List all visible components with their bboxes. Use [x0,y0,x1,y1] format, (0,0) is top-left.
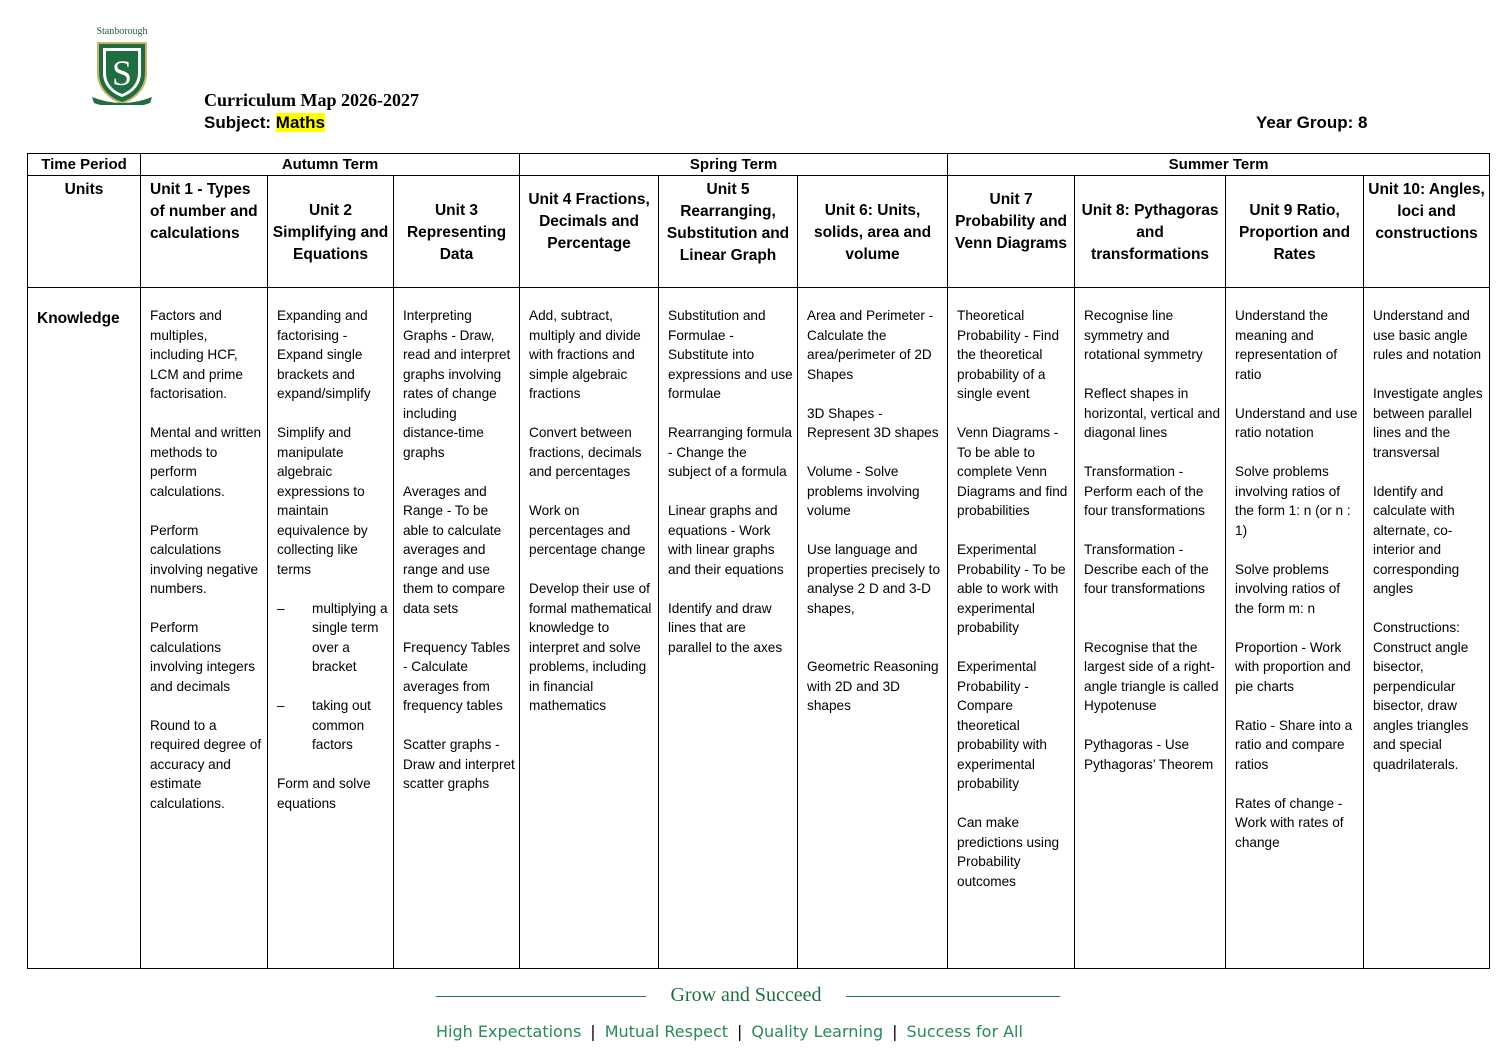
knowledge-unit-7 [948,288,1075,969]
knowledge-item: Substitution and Formulae - Substitute into expressions and use formulae [668,308,793,401]
knowledge-item: Rearranging formula - Change the subject of a formula [668,425,792,479]
crest-shield-icon [90,39,154,105]
knowledge-item: Recognise line symmetry and rotational symmetry [1084,308,1203,362]
knowledge-bullet-text: taking out common factors [312,698,371,752]
units-label: Units [28,176,141,288]
logo-name: Stanborough [96,26,148,37]
knowledge-item: Frequency Tables - Calculate averages from frequency tables [403,639,511,713]
knowledge-unit-1 [141,288,268,969]
unit-title: Unit 6: Units, solids, area and volume [813,202,932,263]
knowledge-item: Recognise that the largest side of a right-angle triangle is called Hypotenuse [1084,639,1219,713]
knowledge-unit-3 [394,288,520,969]
knowledge-unit-9 [1226,288,1364,969]
term-spring: Spring Term [520,154,948,176]
knowledge-item: Solve problems involving ratios of the form m: n [1235,561,1341,616]
knowledge-item: Pythagoras - Use Pythagoras’ Theorem [1084,737,1214,772]
knowledge-item: Ratio - Share into a ratio and compare ratios [1235,717,1353,772]
knowledge-item: Add, subtract, multiply and divide with fractions and simple algebraic fractions [529,308,641,401]
unit-title: Unit 7 Probability and Venn Diagrams [955,191,1068,252]
knowledge-item: Understand and use ratio notation [1235,405,1358,440]
unit-title: Unit 2 Simplifying and Equations [272,202,389,263]
school-logo [86,26,158,106]
knowledge-item: Perform calculations involving negative numbers. [150,522,259,596]
knowledge-item: Experimental Probability - To be able to work with experimental probability [957,542,1066,635]
knowledge-item: Rates of change - Work with rates of change [1235,795,1344,850]
knowledge-item: Solve problems involving ratios of the form 1: n (or n : 1) [1235,464,1351,538]
unit-title: Unit 5 Rearranging, Substitution and Linear Graph [666,181,790,264]
knowledge-item: Develop their use of formal mathematical knowledge to interpret and solve problems, including in financial mathematics [529,581,652,713]
subject-value: Maths [275,113,325,132]
knowledge-item: Linear graphs and equations - Work with linear graphs and their equations [668,503,784,577]
footer-motto: Grow and Succeed [670,984,822,1006]
knowledge-bullet-text: multiplying a single term over a bracket [312,600,388,674]
subject-line [204,113,325,133]
time-period-header: Time Period [28,154,141,176]
value-separator: | [737,1022,743,1041]
knowledge-item: 3D Shapes - Represent 3D shapes [807,405,939,440]
footer-values [436,1022,1060,1041]
knowledge-item: Work on percentages and percentage change [529,503,646,557]
knowledge-bullet: – taking out common factors [277,696,389,755]
knowledge-item: Transformation - Perform each of the four transformations [1084,464,1205,518]
curriculum-table [27,153,1490,969]
value-item: Mutual Respect [604,1022,729,1041]
knowledge-item: Constructions: Construct angle bisector, perpendicular bisector, draw angles triangles and special quadrilaterals. [1373,620,1469,772]
knowledge-item: Round to a required degree of accuracy and estimate calculations. [150,717,262,811]
value-item: Quality Learning [751,1022,884,1041]
knowledge-unit-10 [1364,288,1490,969]
knowledge-label: Knowledge [28,288,141,969]
value-separator: | [590,1022,596,1041]
unit-title: Unit 8: Pythagoras and transformations [1081,202,1219,263]
unit-title: Unit 4 Fractions, Decimals and Percentage [528,191,650,252]
knowledge-item: Understand the meaning and representation of ratio [1235,308,1338,382]
knowledge-item: Transformation - Describe each of the four transformations [1084,542,1209,596]
knowledge-unit-4 [520,288,659,969]
knowledge-item: Identify and calculate with alternate, co-interior and corresponding angles [1373,483,1460,596]
knowledge-item: Venn Diagrams - To be able to complete Venn Diagrams and find probabilities [957,425,1068,518]
knowledge-unit-2 [268,288,394,969]
knowledge-item: Reflect shapes in horizontal, vertical and diagonal lines [1084,386,1221,440]
term-autumn: Autumn Term [141,154,520,176]
subject-label: Subject: [204,113,276,132]
unit-title: Unit 1 - Types of number and calculations [150,181,258,242]
knowledge-item: Experimental Probability - Compare theoretical probability with experimental probability [957,659,1047,791]
knowledge-item: Convert between fractions, decimals and percentages [529,425,642,479]
knowledge-item: Perform calculations involving integers and decimals [150,620,256,694]
knowledge-unit-5 [659,288,798,969]
term-summer: Summer Term [948,154,1490,176]
knowledge-item: Averages and Range - To be able to calculate averages and range and use them to compare data sets [403,483,505,616]
knowledge-item: Simplify and manipulate algebraic expressions to maintain equivalence by collecting like terms [277,425,368,577]
knowledge-item: Can make predictions using Probability outcomes [957,815,1060,889]
unit-title: Unit 9 Ratio, Proportion and Rates [1239,202,1351,263]
knowledge-item: Identify and draw lines that are parallel to the axes [668,600,783,655]
unit-title: Unit 10: Angles, loci and constructions [1368,181,1485,242]
knowledge-item: Expanding and factorising - Expand single brackets and expand/simplify [277,308,371,401]
knowledge-item: Scatter graphs - Draw and interpret scatter graphs [403,737,515,791]
svg-text:S: S [111,53,133,93]
knowledge-item: Investigate angles between parallel lines and the transversal [1373,386,1483,460]
knowledge-item: Proportion - Work with proportion and pie charts [1235,639,1351,694]
knowledge-item: Theoretical Probability - Find the theoretical probability of a single event [957,308,1060,401]
footer-divider-left [436,996,646,997]
knowledge-item: Area and Perimeter - Calculate the area/perimeter of 2D Shapes [807,308,934,382]
unit-title: Unit 3 Representing Data [406,202,507,263]
knowledge-item: Factors and multiples, including HCF, LCM and prime factorisation. [150,308,243,401]
knowledge-unit-6 [798,288,948,969]
knowledge-item: Mental and written methods to perform calculations. [150,425,262,499]
knowledge-item: Use language and properties precisely to analyse 2 D and 3-D shapes, [807,542,941,616]
year-group: Year Group: 8 [1256,113,1368,132]
knowledge-item: Geometric Reasoning with 2D and 3D shapes [807,659,939,713]
page-title: Curriculum Map 2026-2027 [204,90,419,110]
knowledge-bullet: – multiplying a single term over a bracket [277,599,389,677]
knowledge-item: Understand and use basic angle rules and notation [1373,308,1482,362]
footer-divider-right [846,996,1060,997]
knowledge-item: Form and solve equations [277,776,371,811]
value-separator: | [892,1022,898,1041]
knowledge-unit-8 [1075,288,1226,969]
knowledge-item: Interpreting Graphs - Draw, read and interpret graphs involving rates of change including distance-time graphs [403,308,511,460]
value-item: High Expectations [436,1022,582,1041]
value-item: Success for All [906,1022,1023,1041]
knowledge-item: Volume - Solve problems involving volume [807,464,920,518]
